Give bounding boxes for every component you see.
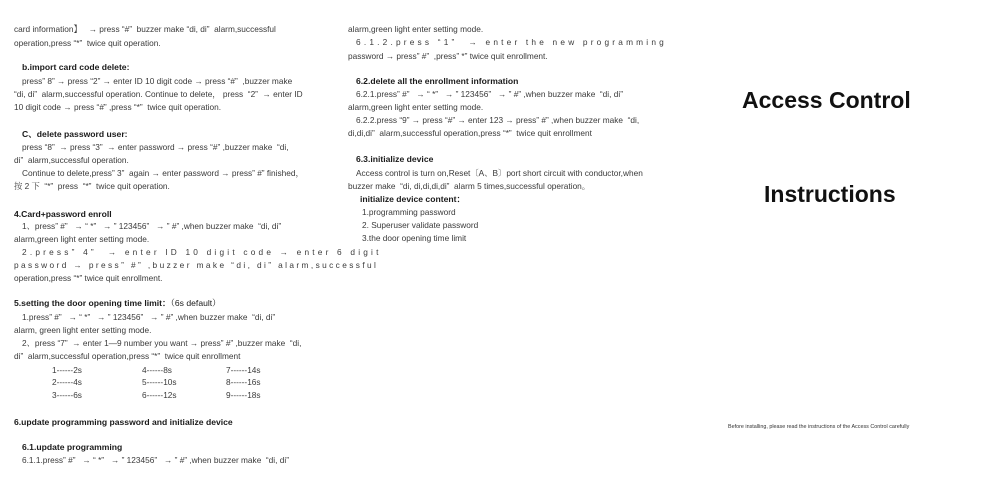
text-line: Access control is turn on,Reset〔A、B〕port short circuit with conductor,when xyxy=(356,168,643,178)
cover-panel xyxy=(690,0,1000,491)
text-line: press” 8” → press “2” → enter ID 10 digit code → press “#” ,buzzer make xyxy=(22,76,293,86)
time-cell: 8------16s xyxy=(226,377,261,387)
time-cell: 7------14s xyxy=(226,365,261,375)
text-line: 10 digit code → press “#” ,press “*” twice quit operation. xyxy=(14,102,222,112)
section-heading-6-2: 6.2.delete all the enrollment information xyxy=(356,76,519,86)
text-line: 1、press” #” → “ *” → ” 123456” → ” #” ,when buzzer make “di, di” xyxy=(22,221,282,231)
section-heading-5 xyxy=(14,298,221,308)
text-line: 2.press” 4” → enter ID 10 digit code → enter 6 digit xyxy=(22,247,382,257)
text-line: 6.1.2.press “1” → enter the new programming xyxy=(356,37,667,47)
text-line: password → press” #” ,press” *” twice quit enrollment. xyxy=(348,51,548,61)
text-line: alarm,green light enter setting mode. xyxy=(348,24,484,34)
content-heading: initialize device content： xyxy=(360,194,466,204)
section-heading-c: C、delete password user: xyxy=(22,129,128,139)
section-heading-5-text: 5.setting the door opening time limit： xyxy=(14,298,171,308)
text-line: “di, di” alarm,successful operation. Continue to delete， press “2” → enter ID xyxy=(14,89,303,99)
text-line: alarm, green light enter setting mode. xyxy=(14,325,152,335)
list-item: 2. Superuser validate password xyxy=(362,220,479,230)
text-line: di” alarm,successful operation. xyxy=(14,155,129,165)
time-cell: 1------2s xyxy=(52,365,82,375)
text-line: di” alarm,successful operation,press “*” twice quit enrollment xyxy=(14,351,241,361)
cover-title-line-2: Instructions xyxy=(764,181,896,207)
time-cell: 2------4s xyxy=(52,377,82,387)
text-line: 6.1.1.press” #” → “ *” → ” 123456” → ” #” ,when buzzer make “di, di” xyxy=(22,455,289,465)
list-item: 1.programming password xyxy=(362,207,456,217)
time-cell: 9------18s xyxy=(226,390,261,400)
section-heading-b: b.import card code delete: xyxy=(22,62,130,72)
section-heading-6-3: 6.3.initialize device xyxy=(356,154,434,164)
text-line: di,di,di” alarm,successful operation,press “*” twice quit enrollment xyxy=(348,128,592,138)
text-line: Continue to delete,press” 3” again → enter password → press” #” finished， xyxy=(22,168,304,178)
text-line: buzzer make “di, di,di,di,di” alarm 5 times,successful operation。 xyxy=(348,181,591,191)
text-line: operation,press “*” twice quit operation. xyxy=(14,38,161,48)
text-line: operation,press “*” twice quit enrollment. xyxy=(14,273,163,283)
text-line: 按 2 下 “*” press “*” twice quit operation. xyxy=(14,181,170,191)
text-line: 6.2.1.press” #” → “ *” → ” 123456” → ” #” ,when buzzer make “di, di” xyxy=(356,89,623,99)
text-line: 1.press” #” → “ *” → ” 123456” → ” #” ,when buzzer make “di, di” xyxy=(22,312,276,322)
text-line: press “8” → press “3” → enter password → press “#” ,buzzer make “di, xyxy=(22,142,289,152)
text-line: 2、press “7” → enter 1—9 number you want → press” #” ,buzzer make “di, xyxy=(22,338,302,348)
section-heading-6: 6.update programming password and initialize device xyxy=(14,417,233,427)
text-line: alarm,green light enter setting mode. xyxy=(14,234,150,244)
time-cell: 6------12s xyxy=(142,390,177,400)
list-item: 3.the door opening time limit xyxy=(362,233,467,243)
section-heading-4: 4.Card+password enroll xyxy=(14,209,112,219)
text-line: password → press” #” ,buzzer make “di, di” alarm,successful xyxy=(14,260,379,270)
text-line: 6.2.2.press “9” → press “#” → enter 123 → press” #” ,when buzzer make “di, xyxy=(356,115,640,125)
text-line: card information】 → press “#” buzzer make “di, di” alarm,successful xyxy=(14,24,276,34)
text-line: alarm,green light enter setting mode. xyxy=(348,102,484,112)
section-heading-6-1: 6.1.update programming xyxy=(22,442,123,452)
time-cell: 3------6s xyxy=(52,390,82,400)
time-cell: 4------8s xyxy=(142,365,172,375)
cover-note: Before installing, please read the instructions of the Access Control carefully xyxy=(728,424,910,430)
default-note: （6s default） xyxy=(170,298,221,308)
time-cell: 5------10s xyxy=(142,377,177,387)
cover-title-line-1: Access Control xyxy=(742,87,911,113)
